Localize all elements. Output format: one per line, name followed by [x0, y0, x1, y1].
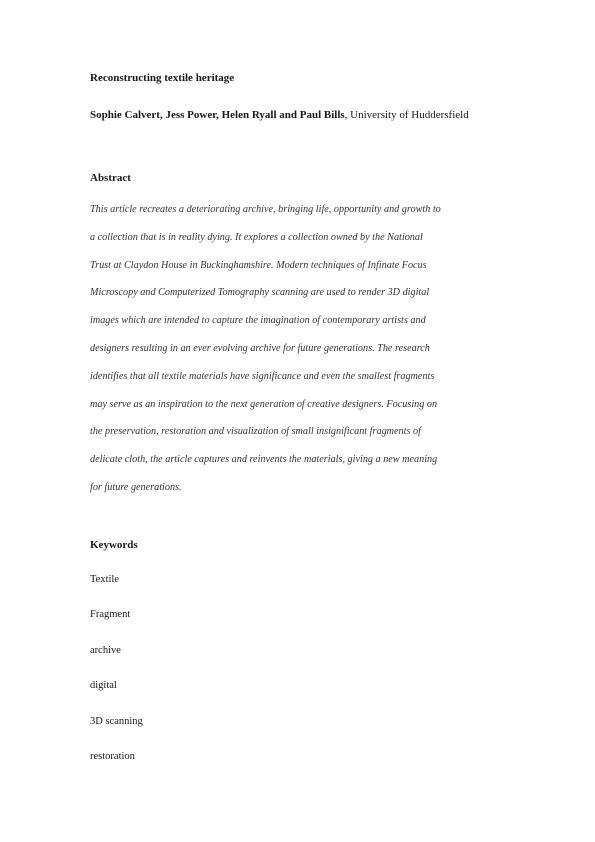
abstract-line: may serve as an inspiration to the next generation of creative designers. Focusing on: [90, 398, 438, 410]
abstract-line: images which are intended to capture the imagination of contemporary artists and: [90, 315, 426, 327]
abstract-line: Trust at Claydon House in Buckinghamshire. Modern techniques of Infinate Focus: [90, 259, 427, 271]
author-line: [90, 109, 469, 121]
keyword-item: digital: [90, 680, 117, 691]
abstract-line: Microscopy and Computerized Tomography scanning are used to render 3D digital: [90, 287, 430, 299]
keyword-item: Textile: [90, 574, 120, 585]
keyword-item: archive: [90, 645, 121, 656]
abstract-line: This article recreates a deteriorating archive, bringing life, opportunity and growth to: [90, 204, 441, 215]
keyword-item: 3D scanning: [90, 716, 143, 727]
abstract-line: delicate cloth, the article captures and reinvents the materials, giving a new meaning: [90, 454, 438, 466]
paper-title: Reconstructing textile heritage: [90, 72, 235, 84]
abstract-heading: Abstract: [90, 172, 131, 184]
author-affiliation: , University of Huddersfield: [344, 109, 469, 121]
author-names: Sophie Calvert, Jess Power, Helen Ryall and Paul Bills: [90, 109, 345, 121]
abstract-line: designers resulting in an ever evolving archive for future generations. The research: [90, 342, 430, 354]
abstract-line: identifies that all textile materials have significance and even the smallest fragments: [90, 370, 435, 382]
keyword-item: Fragment: [90, 609, 131, 620]
abstract-line: a collection that is in reality dying. It explores a collection owned by the National: [90, 231, 423, 243]
abstract-line: for future generations.: [90, 481, 182, 493]
abstract-line: the preservation, restoration and visualization of small insignificant fragments of: [90, 426, 421, 438]
abstract-text: [90, 196, 510, 502]
keyword-item: restoration: [90, 751, 135, 762]
keywords-heading: Keywords: [90, 539, 138, 551]
